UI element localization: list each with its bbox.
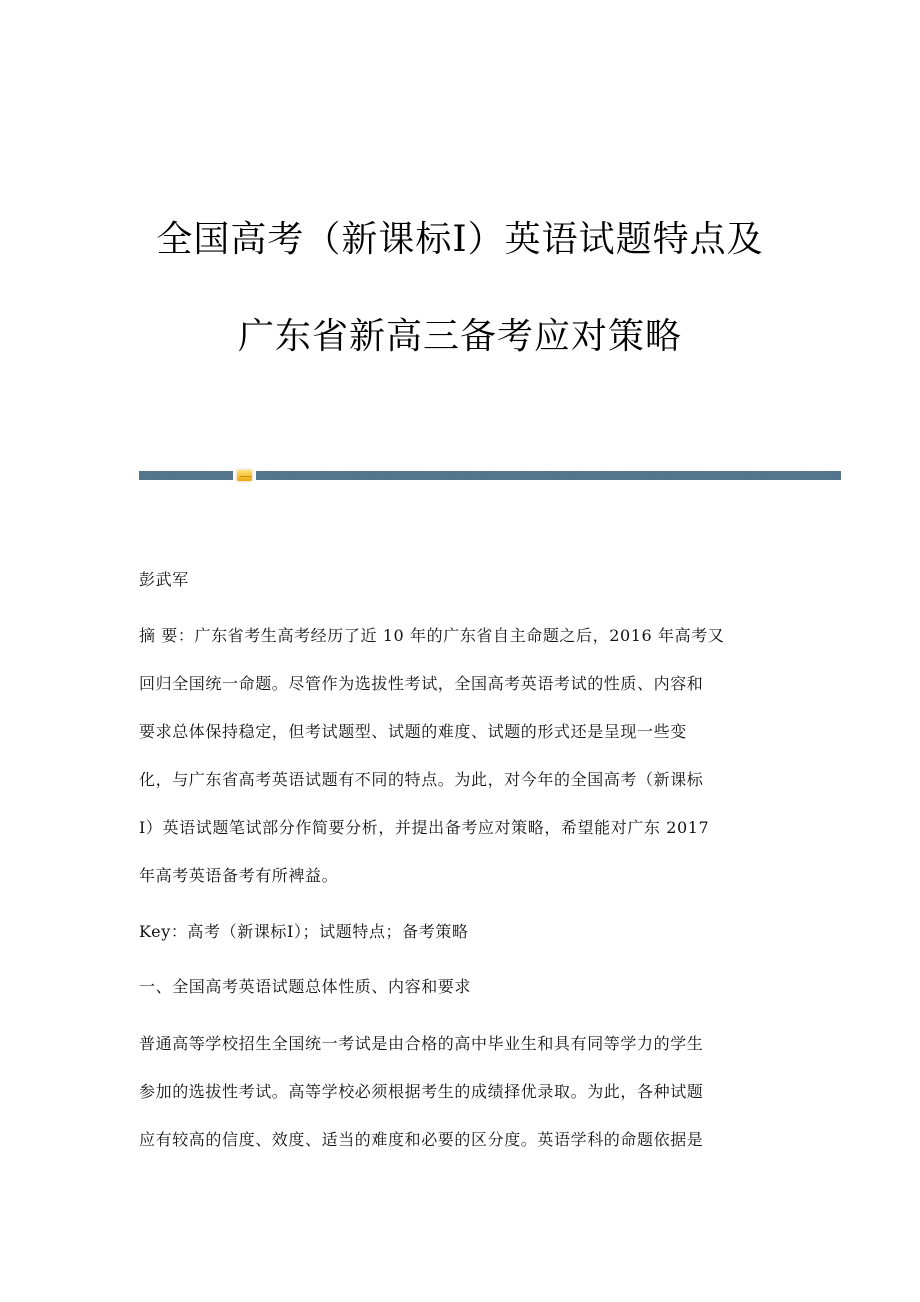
title-line-1: 全国高考（新课标Ⅰ）英语试题特点及: [156, 219, 764, 260]
abstract-line: 要求总体保持稳定，但考试题型、试题的难度、试题的形式还是呈现一些变: [139, 722, 687, 741]
envelope-icon: [237, 470, 252, 481]
body-line: 参加的选拔性考试。高等学校必须根据考生的成绩择优录取。为此，各种试题: [139, 1082, 704, 1101]
abstract-line: 年高考英语备考有所裨益。: [139, 866, 339, 885]
title-line-2: 广东省新高三备考应对策略: [237, 316, 682, 357]
divider-bar-right: [256, 471, 841, 480]
abstract-line: 摘 要：广东省考生高考经历了近 10 年的广东省自主命题之后，2016 年高考又: [139, 626, 725, 645]
abstract-line: 化，与广东省高考英语试题有不同的特点。为此，对今年的全国高考（新课标: [139, 770, 704, 789]
title-divider: [139, 471, 841, 480]
divider-bar-left: [139, 471, 233, 480]
body-line: 普通高等学校招生全国统一考试是由合格的高中毕业生和具有同等学力的学生: [139, 1034, 704, 1053]
abstract-line: 回归全国统一命题。尽管作为选拔性考试，全国高考英语考试的性质、内容和: [139, 674, 704, 693]
author-name: 彭武军: [139, 570, 189, 589]
body-line: 应有较高的信度、效度、适当的难度和必要的区分度。英语学科的命题依据是: [139, 1130, 704, 1149]
abstract-line: Ⅰ）英语试题笔试部分作简要分析，并提出备考应对策略，希望能对广东 2017: [139, 818, 710, 837]
keywords: Key：高考（新课标Ⅰ）；试题特点；备考策略: [139, 922, 469, 941]
section-heading: 一、全国高考英语试题总体性质、内容和要求: [139, 977, 472, 996]
